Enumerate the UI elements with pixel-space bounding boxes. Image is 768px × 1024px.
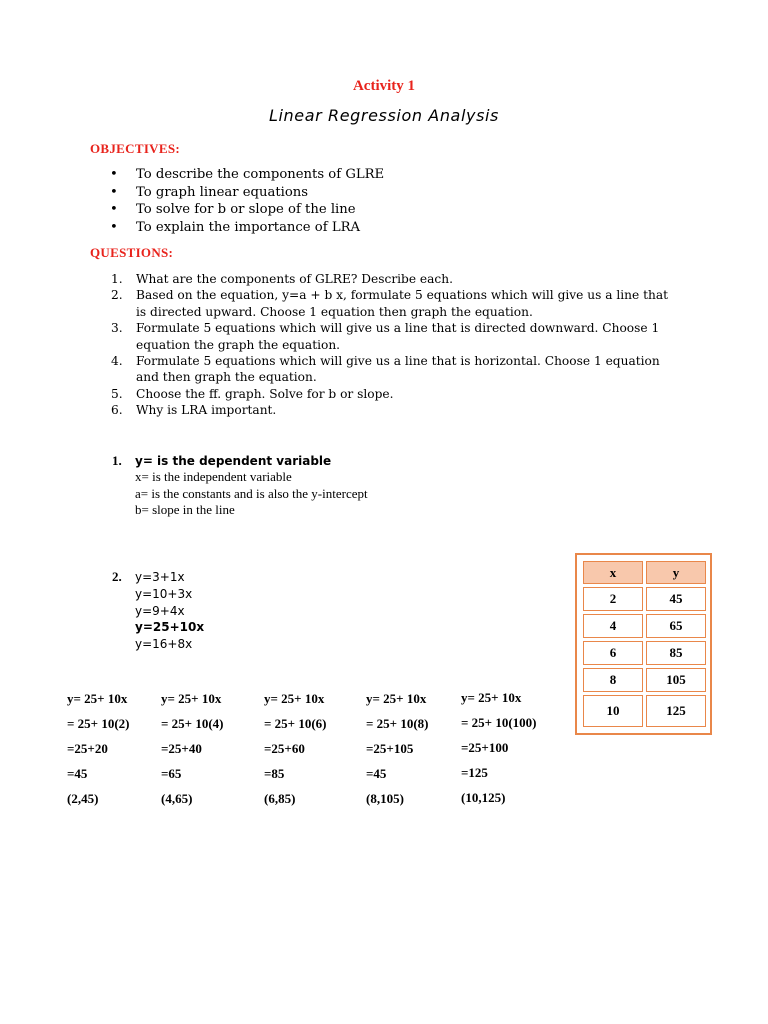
computation-step: =25+20 (67, 741, 108, 756)
computation-point: (10,125) (461, 790, 506, 805)
computation-step: =25+60 (264, 741, 305, 756)
question-text: Choose the ff. graph. Solve for b or slope. (136, 386, 394, 401)
computation-step: =25+105 (366, 741, 414, 756)
table-cell: 10 (583, 695, 643, 727)
computation-step: = 25+ 10(4) (161, 716, 224, 731)
table-cell: 6 (583, 641, 643, 665)
computation-step: =85 (264, 766, 285, 781)
question-text: equation the graph the equation. (136, 337, 341, 352)
computation-step: =25+100 (461, 740, 509, 755)
question-number: 5. (111, 386, 123, 401)
question-text: Formulate 5 equations which will give us a line that is directed downward. Choose 1 (136, 321, 660, 336)
computation-step: y= 25+ 10x (67, 691, 128, 706)
computation-step: =25+40 (161, 741, 202, 756)
equation-line: y=25+10x (135, 620, 205, 635)
question-text: is directed upward. Choose 1 equation then graph the equation. (136, 304, 533, 319)
table-cell: 105 (646, 668, 706, 692)
question-number: 4. (111, 354, 123, 369)
computation-step: y= 25+ 10x (264, 691, 325, 706)
document-title: Linear Regression Analysis (268, 106, 499, 125)
computation-step: =125 (461, 765, 488, 780)
objective-item: • To describe the components of GLRE (108, 166, 384, 184)
computation-step: = 25+ 10(2) (67, 716, 130, 731)
equation-line: y=3+1x (135, 570, 185, 584)
equation-line: y=9+4x (135, 603, 185, 618)
question-number: 2. (111, 288, 123, 303)
objective-item: • To explain the importance of LRA (108, 219, 384, 237)
answer-number: 2. (112, 569, 122, 584)
question-item (108, 353, 688, 386)
answer-line: x= is the independent variable (135, 469, 292, 485)
computation-step: = 25+ 10(100) (461, 715, 537, 730)
question-number: 3. (111, 321, 123, 336)
computation-step: = 25+ 10(6) (264, 716, 327, 731)
equation-line: y=16+8x (135, 637, 193, 652)
question-text: Based on the equation, y=a + b x, formulate 5 equations which will give us a line that (136, 288, 668, 303)
question-text: and then graph the equation. (136, 370, 317, 385)
computation-point: (4,65) (161, 791, 193, 806)
questions-list (108, 271, 688, 419)
table-cell: 8 (583, 668, 643, 692)
objective-item: • To graph linear equations (108, 184, 384, 202)
objective-item: • To solve for b or slope of the line (108, 201, 384, 219)
objectives-heading: OBJECTIVES: (90, 141, 180, 156)
computation-step: =65 (161, 766, 182, 781)
question-text: Why is LRA important. (136, 403, 277, 418)
answer-1 (112, 453, 368, 518)
question-item (108, 402, 688, 418)
question-number: 6. (111, 403, 123, 418)
table-cell: 4 (583, 614, 643, 638)
question-item (108, 320, 688, 353)
table-cell: 125 (646, 695, 706, 727)
question-item (108, 271, 688, 287)
computation-point: (2,45) (67, 791, 99, 806)
table-header-y: y (646, 561, 706, 584)
activity-number: Activity 1 (352, 78, 416, 94)
computation-step: = 25+ 10(8) (366, 716, 429, 731)
objectives-list (108, 166, 384, 236)
table-cell: 85 (646, 641, 706, 665)
equation-line: y=10+3x (135, 586, 193, 601)
answer-line: b= slope in the line (135, 501, 235, 517)
answer-2 (112, 569, 204, 653)
answer-line: a= is the constants and is also the y-intercept (135, 485, 368, 501)
question-text: Formulate 5 equations which will give us a line that is horizontal. Choose 1 equation (136, 354, 660, 369)
table-header-x: x (583, 561, 643, 584)
table-cell: 45 (646, 587, 706, 611)
xy-table (575, 553, 712, 735)
computation-point: (8,105) (366, 791, 404, 806)
computation-step: =45 (67, 766, 88, 781)
computation-point: (6,85) (264, 791, 296, 806)
computation-step: y= 25+ 10x (161, 691, 222, 706)
question-text: What are the components of GLRE? Describe each. (136, 272, 453, 286)
answer-line: y= is the dependent variable (135, 454, 332, 468)
table-cell: 65 (646, 614, 706, 638)
table-cell: 2 (583, 587, 643, 611)
computation-step: y= 25+ 10x (461, 690, 522, 705)
answer-number: 1. (112, 453, 122, 468)
computation-step: y= 25+ 10x (366, 691, 427, 706)
computation-step: =45 (366, 766, 387, 781)
question-number: 1. (111, 272, 123, 286)
question-item (108, 287, 688, 320)
question-item (108, 386, 688, 402)
questions-heading: QUESTIONS: (90, 245, 174, 260)
